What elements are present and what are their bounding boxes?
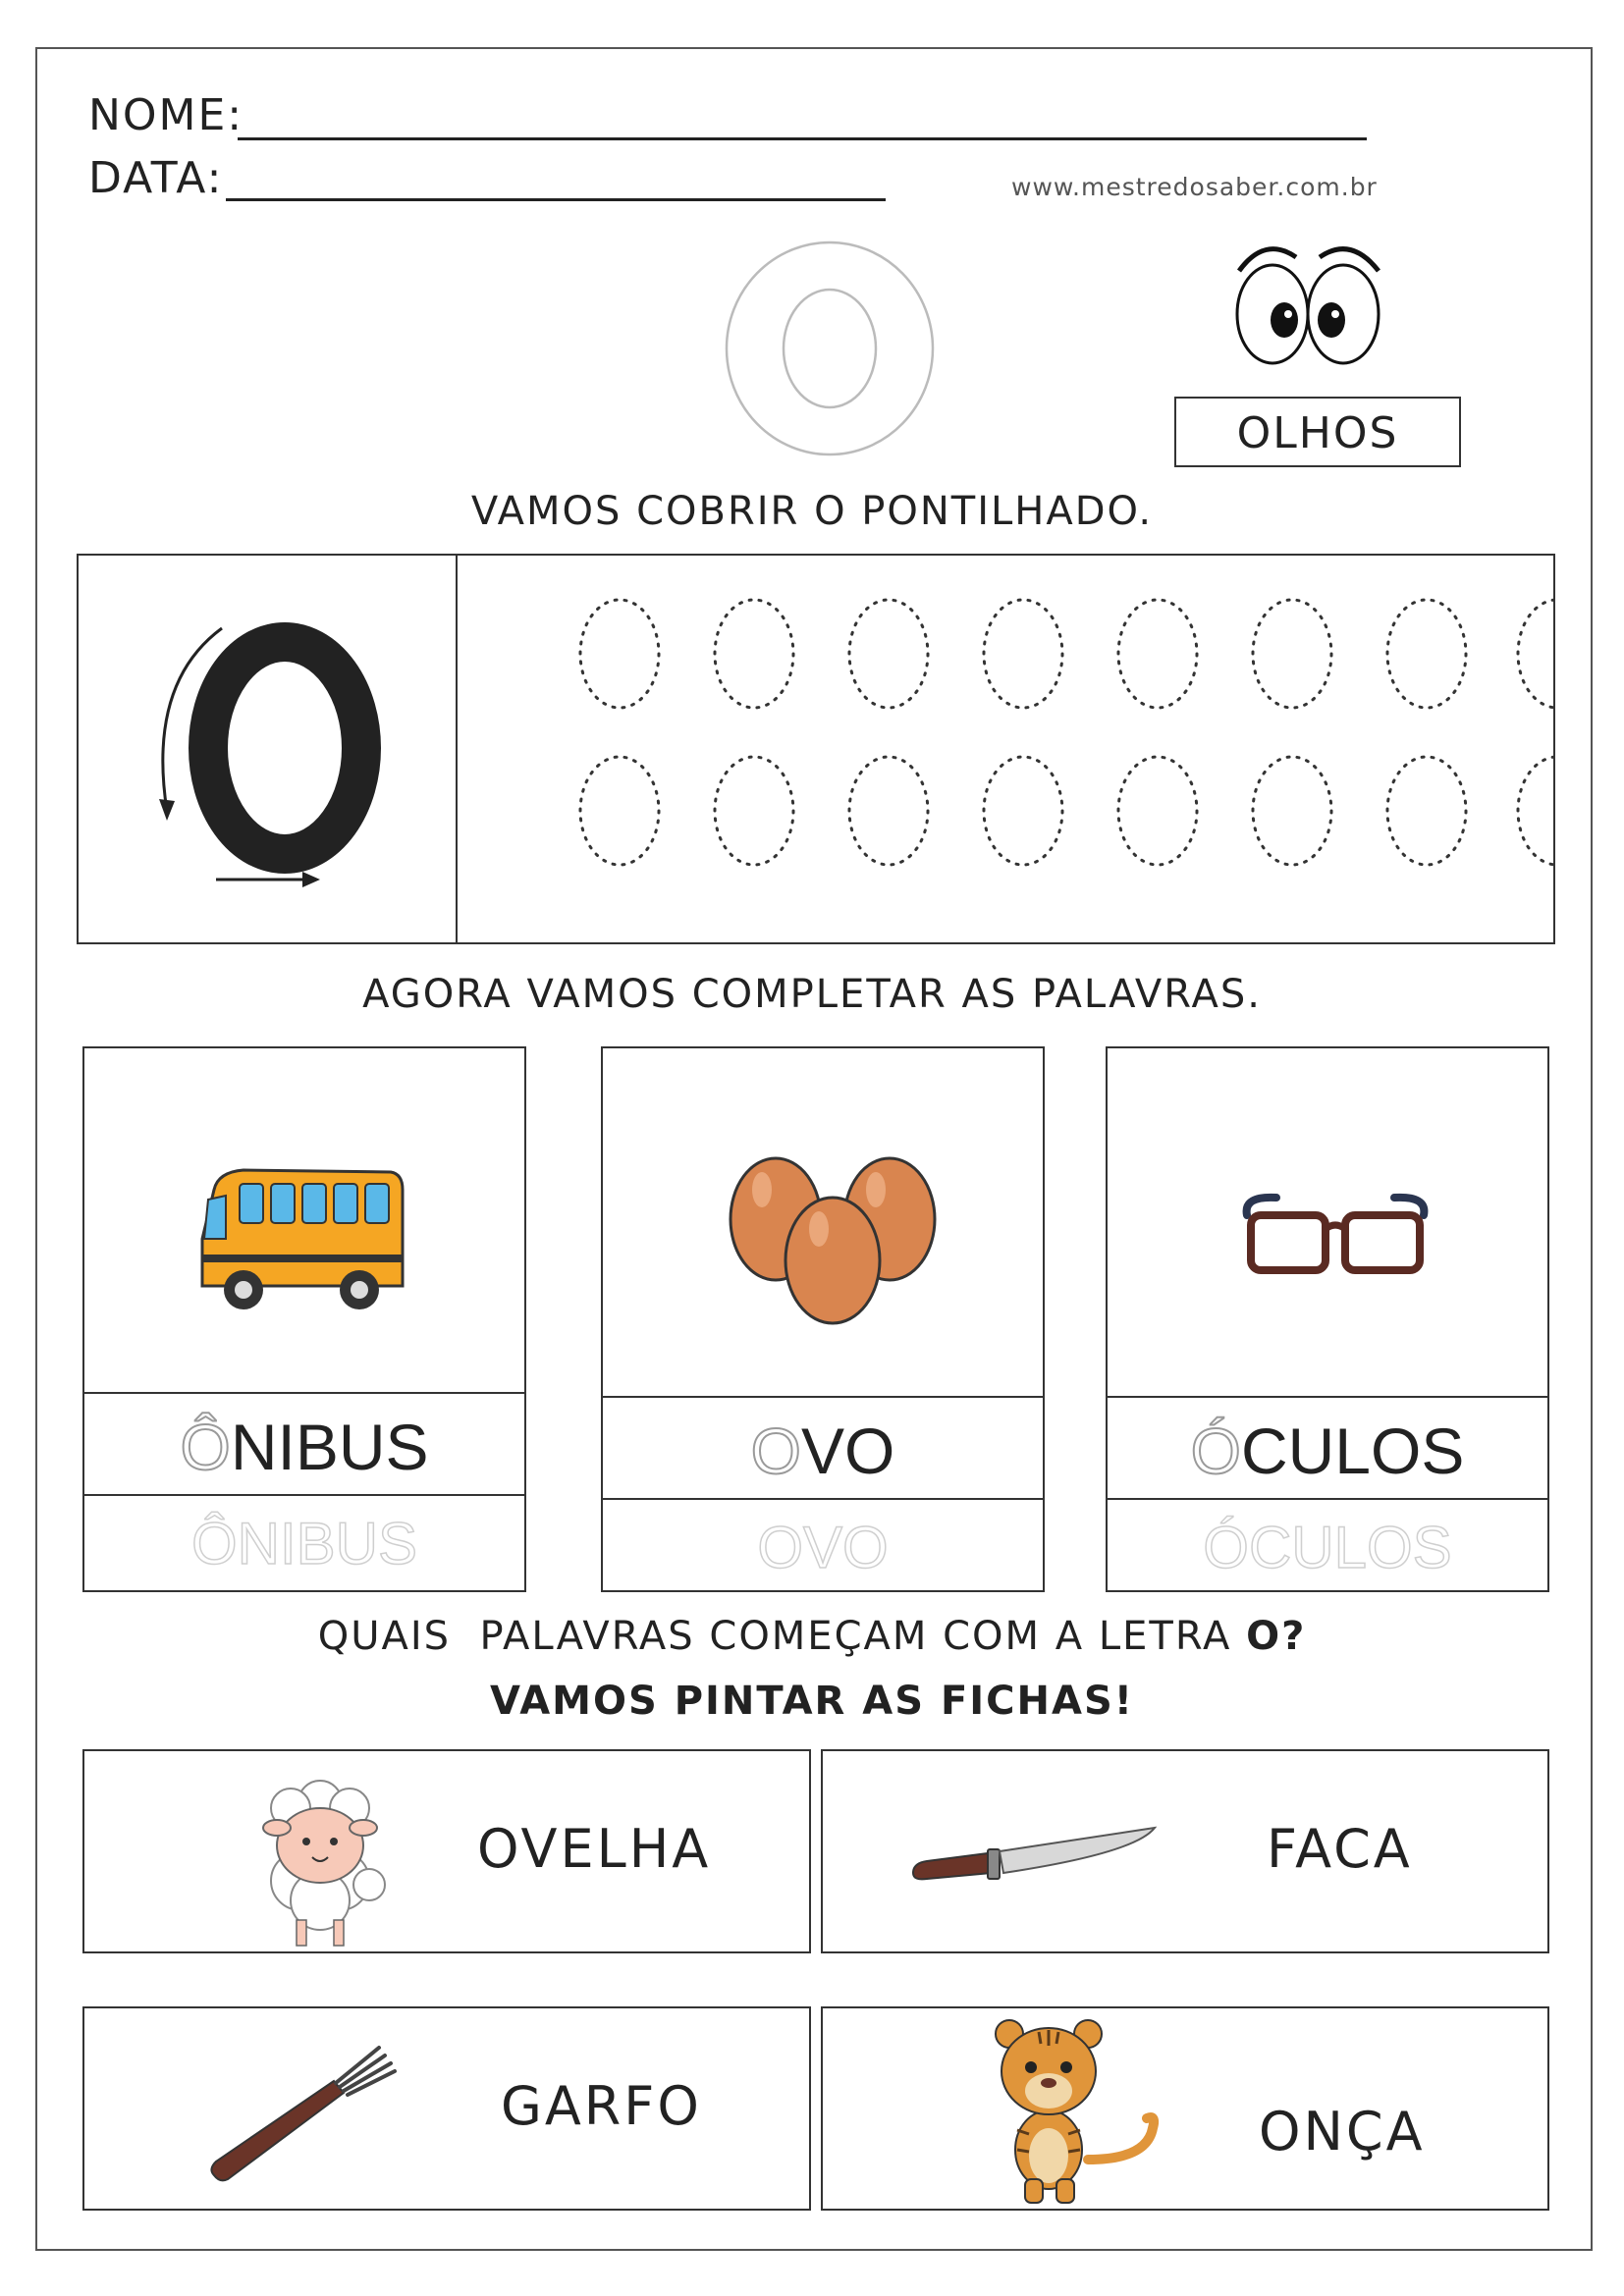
word-card-onibus	[82, 1046, 526, 1592]
card-word	[84, 1410, 524, 1484]
card-word	[603, 1414, 1043, 1488]
paint-question-letter: O?	[1246, 1614, 1307, 1659]
chip-garfo[interactable]	[82, 2006, 811, 2211]
word-rest: VO	[800, 1415, 895, 1487]
card-word	[1108, 1414, 1547, 1488]
card-divider	[84, 1392, 524, 1394]
chip-onca[interactable]	[821, 2006, 1549, 2211]
missing-letter[interactable]: Ô	[180, 1411, 231, 1483]
paint-question-text: QUAIS PALAVRAS COMEÇAM COM A LETRA	[317, 1614, 1247, 1659]
trace-word[interactable]: ÓCULOS	[1203, 1515, 1452, 1580]
trace-word[interactable]: ÔNIBUS	[190, 1511, 418, 1576]
card-divider	[603, 1396, 1043, 1398]
bus-icon	[194, 1160, 410, 1317]
sheep-icon	[242, 1763, 399, 1949]
missing-letter[interactable]: O	[750, 1415, 801, 1487]
card-divider	[1108, 1498, 1547, 1500]
card-divider	[84, 1494, 524, 1496]
model-letter-o	[137, 614, 412, 899]
fork-icon	[206, 2042, 403, 2189]
paint-instruction: VAMOS PINTAR AS FICHAS!	[489, 1679, 1135, 1724]
chip-ovelha[interactable]	[82, 1749, 811, 1953]
chip-word: ONÇA	[1259, 2101, 1426, 2163]
name-line[interactable]	[238, 137, 1367, 140]
eyes-icon	[1227, 236, 1394, 373]
complete-instruction: AGORA VAMOS COMPLETAR AS PALAVRAS.	[362, 972, 1262, 1017]
word-rest: CULOS	[1240, 1415, 1465, 1487]
word-rest: NIBUS	[230, 1411, 429, 1483]
chip-word: OVELHA	[477, 1818, 712, 1880]
trace-word[interactable]: OVO	[757, 1515, 889, 1580]
name-label: NOME:	[88, 90, 244, 140]
hero-word-box	[1174, 397, 1461, 467]
eggs-icon	[727, 1150, 943, 1327]
chip-word: FACA	[1267, 1818, 1413, 1880]
hero-letter-o	[717, 236, 943, 461]
glasses-icon	[1237, 1186, 1434, 1284]
chip-faca[interactable]	[821, 1749, 1549, 1953]
card-divider	[603, 1498, 1043, 1500]
website-text: www.mestredosaber.com.br	[1011, 173, 1378, 201]
word-card-ovo	[601, 1046, 1045, 1592]
trace-letters[interactable]	[458, 556, 1553, 942]
tracing-instruction: VAMOS COBRIR O PONTILHADO.	[470, 489, 1154, 534]
tiger-icon	[980, 2012, 1176, 2209]
card-divider	[1108, 1396, 1547, 1398]
paint-question	[0, 1614, 1624, 1659]
chip-word: GARFO	[501, 2075, 702, 2137]
tracing-box	[77, 554, 1555, 944]
word-card-oculos	[1106, 1046, 1549, 1592]
hero-word: OLHOS	[1236, 408, 1399, 458]
date-label: DATA:	[88, 153, 224, 203]
date-line[interactable]	[226, 198, 886, 201]
missing-letter[interactable]: Ó	[1190, 1415, 1241, 1487]
knife-icon	[909, 1824, 1164, 1893]
